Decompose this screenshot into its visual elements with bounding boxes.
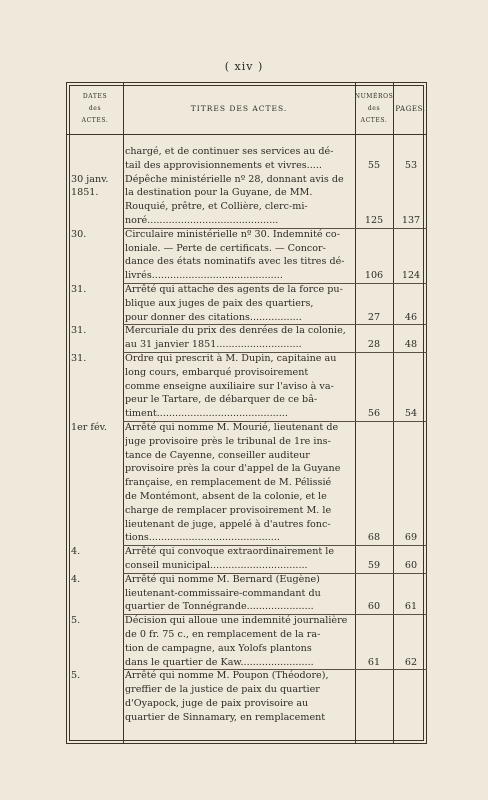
act-page: 137 (401, 214, 421, 226)
act-title-line: la destination pour la Guyane, de MM. (125, 187, 313, 199)
act-date: 31. (71, 353, 87, 364)
act-title-line: Arrêté qui nomme M. Poupon (Théodore), (125, 670, 329, 682)
act-title-line: tail des approvisionnements et vivres..... (125, 159, 322, 171)
act-number: 125 (364, 214, 384, 226)
act-title-line: peur le Tartare, de débarquer de ce bâ- (125, 394, 318, 406)
act-page: 62 (404, 656, 418, 668)
act-number: 106 (364, 270, 384, 282)
table-body (67, 135, 426, 743)
act-title-line: loniale. — Perte de certificats. — Concor- (125, 242, 326, 254)
act-title-line: chargé, et de continuer ses services au dé- (125, 146, 334, 157)
act-title (125, 145, 355, 173)
act-title-line: Arrêté qui nomme M. Bernard (Eugène) (125, 573, 320, 585)
act-title-line: pour donner des citations................. (125, 311, 302, 323)
header-pages: PAGES. (395, 105, 426, 113)
act-title-line: Rouquié, prêtre, et Collière, clerc-mi- (125, 201, 308, 213)
act-date: 5. (71, 615, 81, 627)
table-header (67, 83, 426, 135)
act-date: 30 janv. 1851. (71, 173, 109, 199)
act-number: 27 (367, 311, 381, 323)
act-title-line: Arrêté qui convoque extraordinairement le (125, 546, 335, 558)
act-date: 5. (71, 670, 81, 682)
act-title (125, 421, 355, 545)
act-number: 55 (367, 159, 381, 171)
act-number: 61 (367, 656, 381, 668)
act-title (125, 614, 355, 669)
act-title-line: Circulaire ministérielle nº 30. Indemnité co- (125, 228, 340, 240)
act-title-line: lieutenant-commissaire-commandant du (125, 587, 321, 599)
act-title-line: tions........................................... (125, 532, 280, 544)
act-date: 31. (71, 325, 87, 337)
act-number: 60 (367, 601, 381, 613)
act-title-line: conseil municipal................................ (125, 559, 308, 571)
header-titres: TITRES DES ACTES. (190, 104, 288, 113)
act-title (125, 669, 355, 724)
act-title (125, 573, 355, 614)
act-page: 60 (404, 559, 418, 571)
act-number: 59 (367, 559, 381, 571)
act-page: 53 (404, 159, 418, 171)
act-title-line: tion de campagne, aux Yolofs plantons (125, 642, 312, 654)
act-page: 54 (404, 408, 418, 420)
act-title-line: quartier de Sinnamary, en remplacement (125, 711, 326, 723)
act-number: 56 (367, 408, 381, 420)
act-title (125, 228, 355, 283)
act-title-line: livrés........................................... (125, 270, 283, 282)
act-date: 31. (71, 284, 87, 295)
act-title (125, 283, 355, 324)
act-title-line: de 0 fr. 75 c., en remplacement de la ra- (125, 628, 321, 640)
act-page: 48 (404, 339, 418, 351)
act-title (125, 352, 355, 421)
act-title-line: Arrêté qui nomme M. Mourié, lieutenant de (125, 422, 339, 433)
act-title (125, 173, 355, 228)
act-date: 4. (71, 546, 81, 558)
act-title (125, 545, 355, 573)
act-title-line: Ordre qui prescrit à M. Dupin, capitaine au (125, 353, 337, 364)
act-title-line: Dépêche ministérielle nº 28, donnant avis de (125, 173, 344, 185)
act-page: 69 (404, 532, 418, 544)
act-title-line: Décision qui alloue une indemnité journalière (125, 615, 348, 627)
act-number: 28 (367, 339, 381, 351)
act-date: 30. (71, 228, 87, 240)
act-title-line: de Montémont, absent de la colonie, et le (125, 490, 327, 502)
act-title-line: comme enseigne auxiliaire sur l'aviso à va- (125, 380, 334, 392)
page-number: ( xiv ) (224, 60, 264, 73)
act-title-line: charge de remplacer provisoirement M. le (125, 504, 332, 516)
act-title-line: quartier de Tonnégrande...................... (125, 601, 314, 613)
act-title-line: au 31 janvier 1851............................ (125, 339, 302, 351)
act-title-line: greffier de la justice de paix du quartier (125, 684, 320, 696)
act-title-line: dance des états nominatifs avec les titres dé- (125, 256, 345, 268)
act-title (125, 324, 355, 352)
header-dates: DATES des ACTES. (81, 93, 109, 124)
act-title-line: Arrêté qui attache des agents de la force pu- (125, 284, 343, 295)
act-title-line: provisoire près la cour d'appel de la Guyane (125, 463, 341, 475)
act-title-line: d'Oyapock, juge de paix provisoire au (125, 697, 309, 709)
act-date: 1er fév. (71, 422, 107, 433)
act-title-line: blique aux juges de paix des quartiers, (125, 297, 314, 309)
act-page: 124 (401, 270, 421, 282)
act-title-line: tance de Cayenne, conseiller auditeur (125, 449, 310, 461)
act-page: 46 (404, 311, 418, 323)
acts-table (66, 82, 427, 744)
act-title-line: timent........................................... (125, 408, 288, 420)
act-title-line: lieutenant de juge, appelé à d'autres fonc- (125, 518, 331, 530)
act-title-line: noré........................................... (125, 214, 279, 226)
act-date: 4. (71, 573, 81, 585)
act-page: 61 (404, 601, 418, 613)
header-numeros: NUMÉROS des ACTES. (354, 93, 394, 124)
act-title-line: long cours, embarqué provisoirement (125, 366, 309, 378)
act-title-line: Mercuriale du prix des denrées de la colonie, (125, 325, 346, 337)
act-number: 68 (367, 532, 381, 544)
act-title-line: juge provisoire près le tribunal de 1re ins- (125, 435, 331, 447)
act-title-line: dans le quartier de Kaw........................ (125, 656, 314, 668)
act-title-line: française, en remplacement de M. Pélissié (125, 477, 332, 489)
